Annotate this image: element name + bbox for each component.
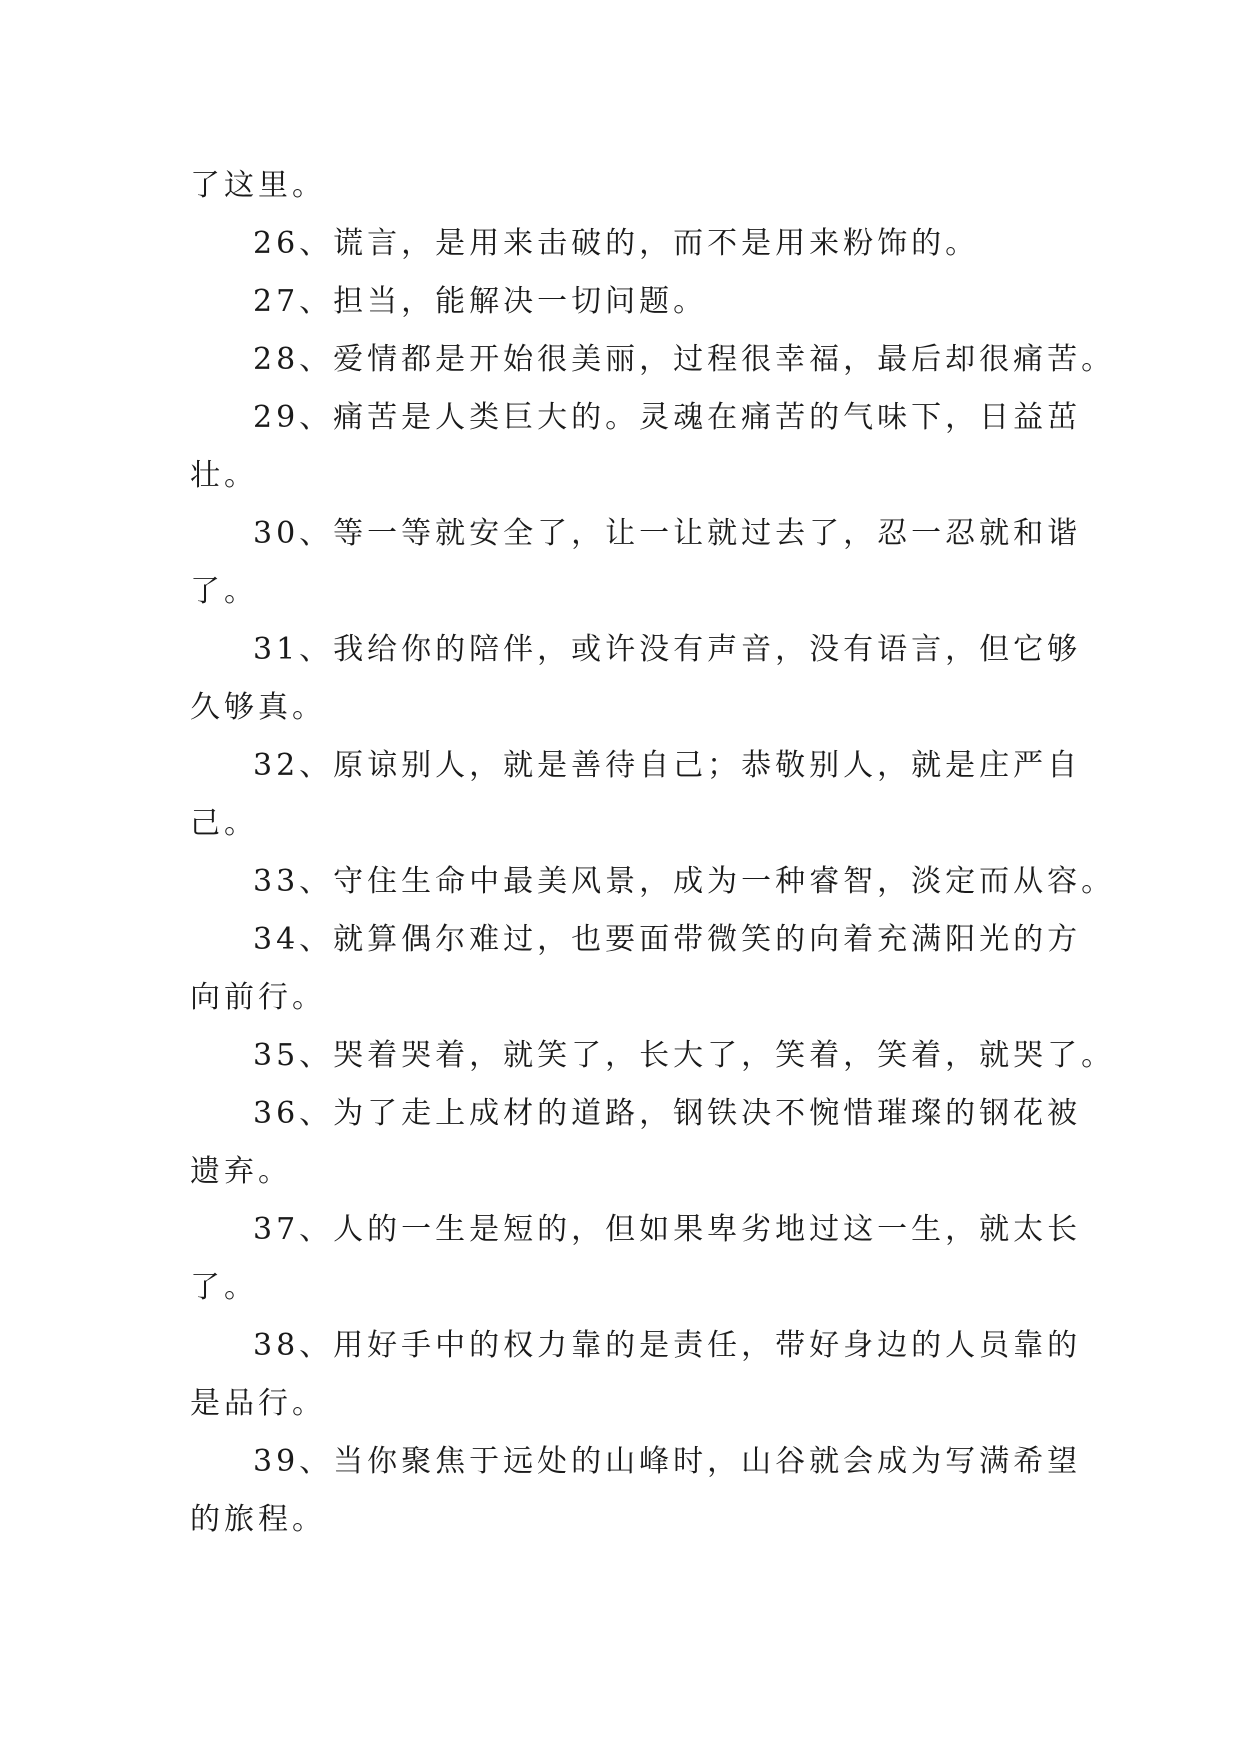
quote-32-continuation: 己。 [190, 806, 258, 841]
quote-35: 35、哭着哭着，就笑了，长大了，笑着，笑着，就哭了。 [253, 1038, 1116, 1073]
quote-34-continuation: 向前行。 [190, 980, 326, 1015]
quote-31: 31、我给你的陪伴，或许没有声音，没有语言，但它够 [253, 632, 1082, 667]
quote-33: 33、守住生命中最美风景，成为一种睿智，淡定而从容。 [253, 864, 1116, 899]
quote-37-continuation: 了。 [190, 1270, 258, 1305]
quote-36-continuation: 遗弃。 [190, 1154, 292, 1189]
quote-34: 34、就算偶尔难过，也要面带微笑的向着充满阳光的方 [253, 922, 1082, 957]
quote-29: 29、痛苦是人类巨大的。灵魂在痛苦的气味下，日益茁 [253, 400, 1082, 435]
quote-38: 38、用好手中的权力靠的是责任，带好身边的人员靠的 [253, 1328, 1082, 1363]
quote-30: 30、等一等就安全了，让一让就过去了，忍一忍就和谐 [253, 516, 1082, 551]
quote-29-continuation: 壮。 [190, 458, 258, 493]
text-line-continuation: 了这里。 [190, 168, 326, 203]
quote-36: 36、为了走上成材的道路，钢铁决不惋惜璀璨的钢花被 [253, 1096, 1082, 1131]
quote-26: 26、谎言，是用来击破的，而不是用来粉饰的。 [253, 226, 980, 261]
quote-39: 39、当你聚焦于远处的山峰时，山谷就会成为写满希望 [253, 1444, 1082, 1479]
quote-30-continuation: 了。 [190, 574, 258, 609]
quote-38-continuation: 是品行。 [190, 1386, 326, 1421]
quote-31-continuation: 久够真。 [190, 690, 326, 725]
quote-39-continuation: 的旅程。 [190, 1502, 326, 1537]
quote-27: 27、担当，能解决一切问题。 [253, 284, 708, 319]
quote-37: 37、人的一生是短的，但如果卑劣地过这一生，就太长 [253, 1212, 1082, 1247]
quote-28: 28、爱情都是开始很美丽，过程很幸福，最后却很痛苦。 [253, 342, 1116, 377]
quote-32: 32、原谅别人，就是善待自己；恭敬别人，就是庄严自 [253, 748, 1082, 783]
